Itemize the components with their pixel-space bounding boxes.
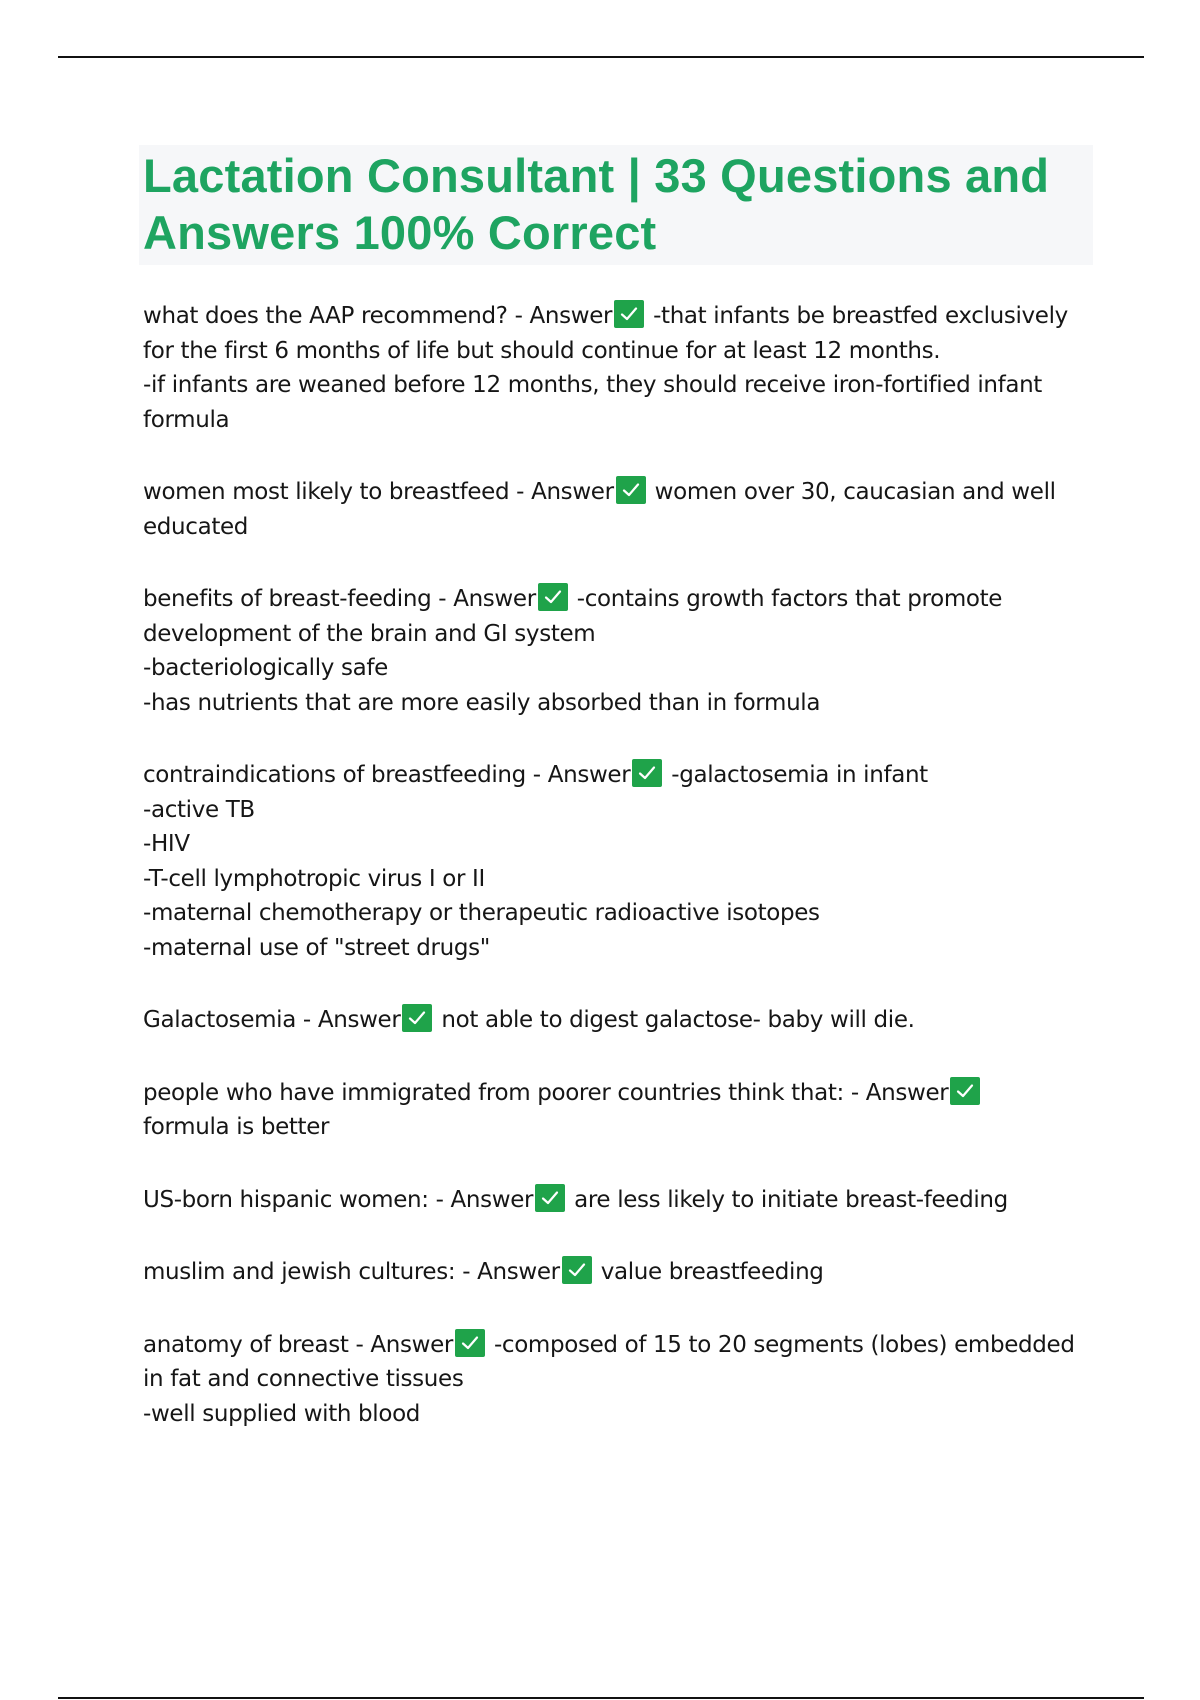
check-mark-icon <box>632 759 662 787</box>
answer-text: are less likely to initiate breast-feeding <box>567 1186 1008 1213</box>
document-title: Lactation Consultant | 33 Questions and Answers 100% Correct <box>143 149 1050 259</box>
question-text: contraindications of breastfeeding - Answer <box>143 762 631 788</box>
answer-text: -that infants be breastfed exclusively for the first 6 months of life but should continue for at least 12 months. -if infants are weaned before 12 months, they should receive iron-fortified infant formula <box>143 303 1068 433</box>
answer-text: -composed of 15 to 20 segments (lobes) embedded in fat and connective tissues -well supplied with blood <box>143 1331 1075 1427</box>
question-text: women most likely to breastfeed - Answer <box>143 479 614 505</box>
question-text: benefits of breast-feeding - Answer <box>143 586 536 612</box>
check-mark-icon <box>950 1077 980 1105</box>
qa-list <box>143 299 1093 1431</box>
check-mark-icon <box>455 1329 485 1357</box>
top-rule <box>58 56 1144 58</box>
question-text: what does the AAP recommend? - Answer <box>143 303 613 329</box>
answer-text: formula is better <box>143 1114 330 1140</box>
check-mark-icon <box>616 476 646 504</box>
qa-item <box>143 758 1093 965</box>
qa-item <box>143 1255 1093 1290</box>
qa-item <box>143 1003 1093 1038</box>
answer-text: not able to digest galactose- baby will die. <box>434 1007 915 1033</box>
question-text: muslim and jewish cultures: - Answer <box>143 1259 560 1285</box>
answer-text: value breastfeeding <box>593 1259 824 1285</box>
question-text: Galactosemia - Answer <box>143 1007 401 1033</box>
check-mark-icon <box>562 1256 592 1284</box>
qa-item <box>143 1183 1093 1218</box>
qa-item <box>143 299 1093 437</box>
qa-item <box>143 475 1093 544</box>
bottom-rule <box>58 1697 1144 1699</box>
question-text: anatomy of breast - Answer <box>143 1331 453 1358</box>
check-mark-icon <box>402 1004 432 1032</box>
question-text: US-born hispanic women: - Answer <box>143 1186 534 1213</box>
question-text: people who have immigrated from poorer countries think that: - Answer <box>143 1079 949 1106</box>
document-body <box>143 145 1093 1469</box>
answer-text: -galactosemia in infant -active TB -HIV -T-cell lymphotropic virus I or II -maternal chemotherapy or therapeutic radioactive isotopes -maternal use of "street drugs" <box>143 762 928 961</box>
answer-text: women over 30, caucasian and well educated <box>143 479 1063 540</box>
answer-text: -contains growth factors that promote development of the brain and GI system -bacteriologically safe -has nutrients that are more easily absorbed than in formula <box>143 586 1003 716</box>
qa-item <box>143 582 1093 720</box>
check-mark-icon <box>535 1184 565 1212</box>
check-mark-icon <box>538 583 568 611</box>
qa-item <box>143 1076 1093 1145</box>
check-mark-icon <box>614 300 644 328</box>
qa-item <box>143 1328 1093 1432</box>
title-banner <box>139 145 1093 265</box>
